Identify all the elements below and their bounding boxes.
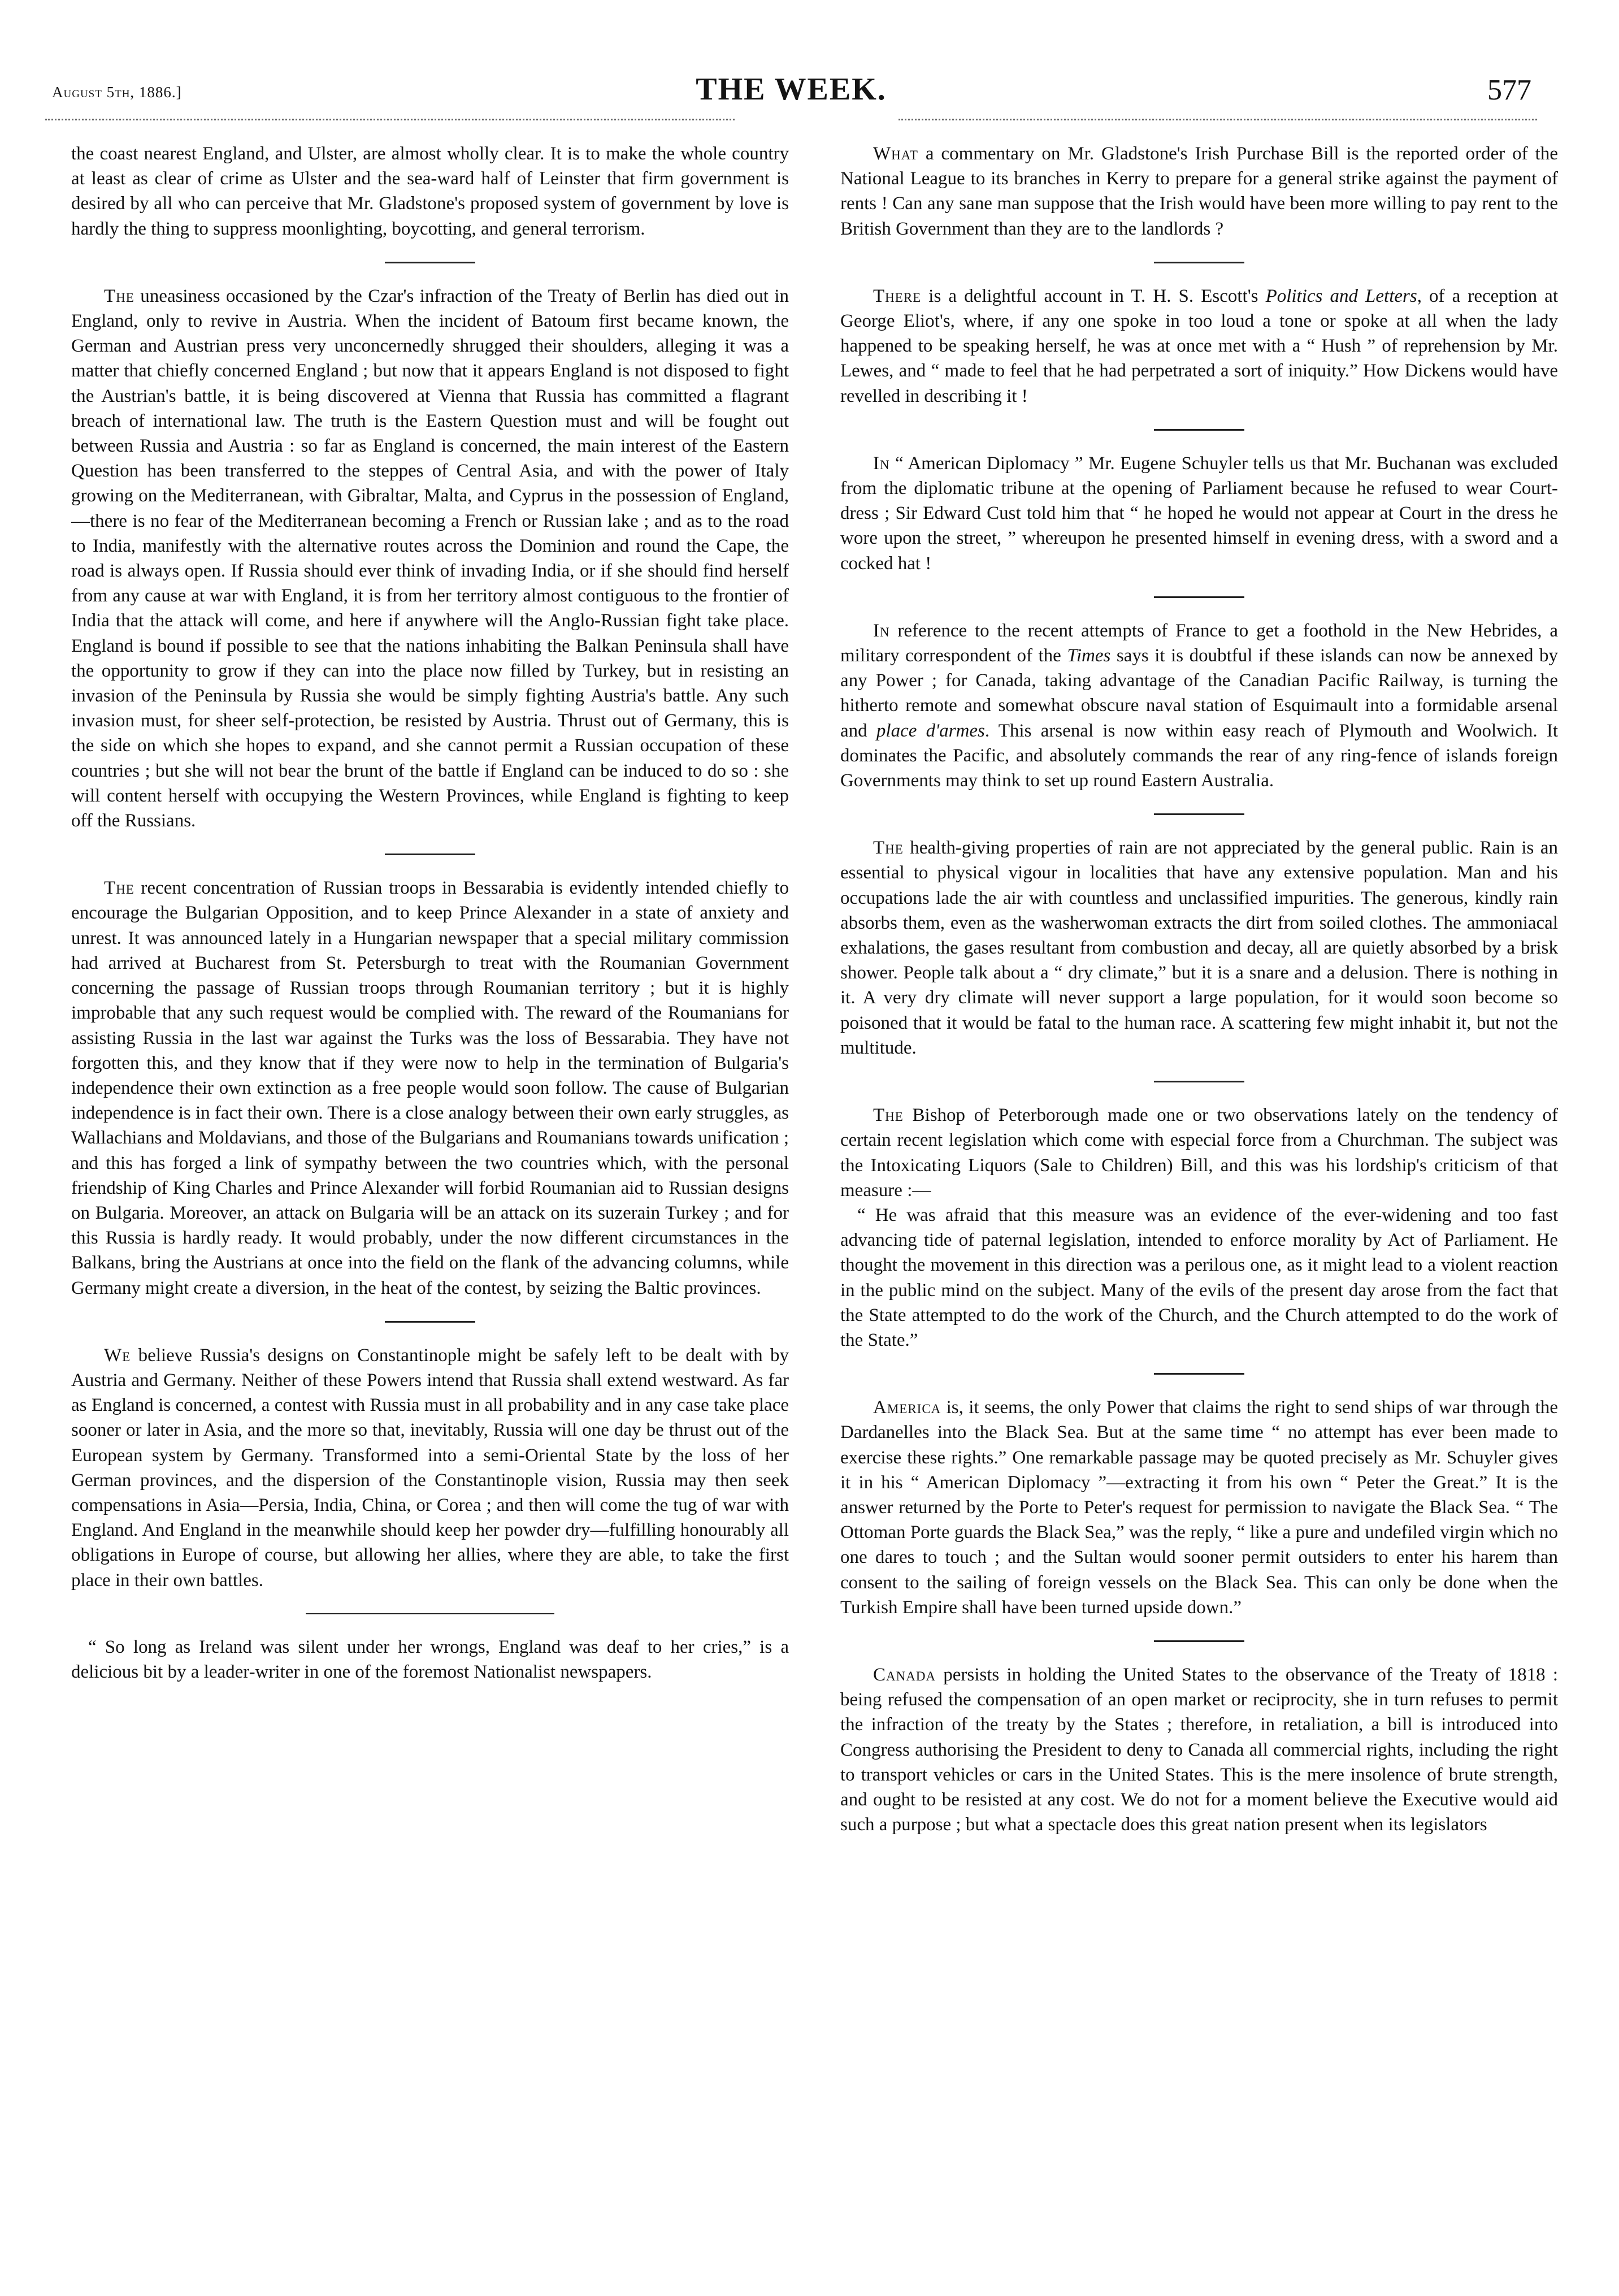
section-divider xyxy=(1154,813,1244,815)
issue-date: August 5th, 1886.] xyxy=(52,84,182,101)
section-divider xyxy=(385,1321,475,1323)
section-divider xyxy=(385,262,475,263)
article-new-hebrides xyxy=(840,618,1558,793)
right-column xyxy=(840,141,1558,2278)
bishop-quote: “ He was afraid that this measure was an evidence of the ever-widening and too fast advancing tide of paternal legislation, intended to enforce morality by Act of Parliament. He thought the movement in this direction was a perilous one, as it might lead to a violent reaction in the public mind on the subject. Many of the evils of the present day arose from the fact that the State attempted to do the work of the Church, and the Church attempted to do the work of the State.” xyxy=(840,1205,1558,1350)
article-bessarabia xyxy=(71,876,789,1300)
section-divider xyxy=(1154,596,1244,598)
article-body: Bishop of Peterborough made one or two observations lately on the tendency of certain recent legislation which come with especial force from a Churchman. The subject was the Intoxicating Liquors (Sale to Children) Bill, and this was his lordship's criticism of that measure :— xyxy=(840,1105,1558,1201)
section-divider xyxy=(1154,1640,1244,1642)
article-canada-treaty xyxy=(840,1662,1558,1837)
left-column xyxy=(71,141,789,2278)
article-rain xyxy=(840,835,1558,1060)
article-body: health-giving properties of rain are not appreciated by the general public. Rain is an essential to physical vigour in localities that have any extensive population. Man and his occupations lade the air with countless and unclassified impurities. The generous, kindly rain absorbs them, even as the washerwoman extracts the dirt from soiled clothes. The ammoniacal exhalations, the gases resultant from combustion and decay, all are quietly absorbed by a brisk shower. People talk about a “ dry climate,” but it is a snare and a delusion. There is nothing in it. A very dry climate will never support a large population, for it would soon become so poisoned that it would be fatal to the human race. A scattering few might inhabit it, but not the multitude. xyxy=(840,838,1558,1058)
lead-word: The xyxy=(104,878,134,899)
article-body: is a delightful account in T. H. S. Escott's xyxy=(921,285,1266,306)
article-constantinople xyxy=(71,1343,789,1593)
section-divider xyxy=(1154,429,1244,431)
lead-word: In xyxy=(873,620,890,641)
book-title: Politics and Letters xyxy=(1265,285,1417,306)
italic-phrase: place d'armes xyxy=(876,720,985,741)
publication-title: THE WEEK. xyxy=(696,72,887,107)
header-rule-right xyxy=(899,119,1537,120)
article-american-diplomacy xyxy=(840,451,1558,576)
article-ireland-quote: “ So long as Ireland was silent under her wrongs, England was deaf to her cries,” is a delicious bit by a leader-writer in one of the foremost Nationalist newspapers. xyxy=(71,1636,789,1682)
lead-word: The xyxy=(104,285,134,306)
lead-word: The xyxy=(873,838,904,859)
article-bishop-peterborough xyxy=(840,1103,1558,1203)
article-body: reference to the recent attempts of France to get a foothold in the New Hebrides, a military correspondent of the xyxy=(840,620,1558,666)
newspaper-title: Times xyxy=(1067,646,1111,666)
article-body: , of a reception at George Eliot's, where, if any one spoke in too loud a tone or spoke at all when the lady happened to be speaking herself, he was at once met with a “ Hush ” of reprehension by Mr. Lewes, and “ made to feel that he had perpetrated a sort of iniquity.” How Dickens would have revelled in describing it ! xyxy=(840,285,1558,406)
article-body: is, it seems, the only Power that claims the right to send ships of war through the Dardanelles into the Black Sea. But at the same time “ no attempt has ever been made to exercise these rights.” One remarkable passage may be quoted precisely as Mr. Schuyler gives it in his “ American Diplomacy ”—extracting it from his own “ Peter the Great.” It is the answer returned by the Porte to Peter's request for permission to navigate the Black Sea. “ The Ottoman Porte guards the Black Sea,” was the reply, “ like a pure and undefiled virgin which no one dares to touch ; and the Sultan would sooner permit outsiders to enter his harem than consent to the sailing of foreign vessels on the Black Sea. This can only be done when the Turkish Empire shall have been turned upside down.” xyxy=(840,1397,1558,1618)
article-body: says it is doubtful if these islands can now be annexed by any Power ; for Canada, taking advantage of the Canadian Pacific Railway, is turning the hitherto remote and somewhat obscure naval station of Esquimault into a formidable arsenal and xyxy=(840,646,1558,741)
section-divider xyxy=(385,854,475,855)
article-irish-purchase-bill xyxy=(840,141,1558,241)
article-dardanelles xyxy=(840,1395,1558,1620)
lead-word: What xyxy=(873,144,918,164)
section-divider xyxy=(306,1613,554,1614)
article-continuation: the coast nearest England, and Ulster, are almost wholly clear. It is to make the whole country at least as clear of crime as Ulster and the sea-ward half of Leinster that firm government is desired by all who can perceive that Mr. Gladstone's proposed system of government by love is hardly the thing to suppress moonlighting, boycotting, and general terrorism. xyxy=(71,144,789,239)
article-body: uneasiness occasioned by the Czar's infraction of the Treaty of Berlin has died out in England, only to revive in Austria. When the incident of Batoum first became known, the German and Austrian press very unconcernedly shrugged their shoulders, alleging it was a matter that chiefly concerned England ; but now that it appears England is not disposed to fight the Austrian's battle, it is being discovered at Vienna that Russia has committed a flagrant breach of international law. The truth is the Eastern Question must and will be fought out between Russia and Austria : so far as England is concerned, the main interest of the Eastern Question has been transferred to the steppes of Central Asia, and with the power of Italy growing on the Mediterranean, with Gibraltar, Malta, and Cyprus in the possession of England,—there is no fear of the Mediterranean becoming a French or Russian lake ; and as to the road to India, manifestly with the alternative routes across the Dominion and round the Cape, the road is always open. If Russia should ever think of invading India, or if she should find herself from any cause at war with England, it is from her territory almost contiguous to the frontier of India that the attack will come, and here if anywhere will the Anglo-Russian fight take place. England is bound if possible to see that the nations inhabiting the Balkan Peninsula shall have the opportunity to grow if they can into the place now filled by Turkey, but in resisting an invasion of the Peninsula by Russia she would be simply fighting Austria's battle. Any such invasion must, for sheer self-protection, be resisted by Austria. Thrust out of Germany, this is the side on which she hopes to expand, and she cannot permit a Russian occupation of these countries ; but she will not bear the brunt of the battle if England can be induced to do so : she will content herself with occupying the Western Provinces, while England is fighting to keep off the Russians. xyxy=(71,285,789,831)
article-body: persists in holding the United States to the observance of the Treaty of 1818 : being refused the compensation of an open market or reciprocity, she in turn refuses to permit the infraction of the treaty by the States ; therefore, in retaliation, a bill is introduced into Congress authorising the President to deny to Canada all commercial rights, including the right to transport vehicles or cars in the United States. This is the mere insolence of brute strength, and ought to be resisted at any cost. We do not for a moment believe the Executive would aid such a purpose ; but what a spectacle does this great nation present when its legislators xyxy=(840,1664,1558,1835)
article-body: believe Russia's designs on Constantinople might be safely left to be dealt with by Austria and Germany. Neither of these Powers intend that Russia shall extend westward. As far as England is concerned, a contest with Russia must in all probability and in any case take place sooner or later in Asia, and the more so that, inevitably, Russia will one day be thrust out of the European system by Germany. Transformed into a semi-Oriental State by the loss of her German provinces, and the dispersion of the Constantinople vision, Russia may then seek compensations in Asia—Persia, India, China, or Corea ; and then will come the tug of war with England. And England in the meanwhile should keep her powder dry—fulfilling honourably all obligations in Europe of course, but allowing her allies, where they are able, to take the first place in their own battles. xyxy=(71,1345,789,1591)
page-number: 577 xyxy=(1487,74,1531,106)
lead-word: Canada xyxy=(873,1664,936,1685)
lead-word: The xyxy=(873,1105,904,1126)
section-divider xyxy=(1154,1373,1244,1375)
lead-word: America xyxy=(873,1397,941,1418)
lead-word: We xyxy=(104,1345,131,1366)
lead-word: There xyxy=(873,285,922,306)
section-divider xyxy=(1154,262,1244,263)
article-george-eliot xyxy=(840,284,1558,409)
article-body: . This arsenal is now within easy reach of Plymouth and Woolwich. It dominates the Pacific, and absolutely commands the rear of any ring-fence of islands foreign Governments may think to set up round Eastern Australia. xyxy=(840,720,1558,791)
article-czar-treaty xyxy=(71,284,789,833)
article-body: recent concentration of Russian troops in Bessarabia is evidently intended chiefly to encourage the Bulgarian Opposition, and to keep Prince Alexander in a state of anxiety and unrest. It was announced lately in a Hungarian newspaper that a special military commission had arrived at Bucharest from St. Petersburgh to treat with the Roumanian Government concerning the passage of Russian troops through Roumanian territory ; but it is highly improbable that any such request would be complied with. The reward of the Roumanians for assisting Russia in the last war against the Turks was the loss of Bessarabia. They have not forgotten this, and they know that if they were now to help in the termination of Bulgaria's independence their own extinction as a free people would soon follow. The cause of Bulgarian independence is in fact their own. There is a close analogy between their own early struggles, as Wallachians and Moldavians, and those of the Bulgarians and Roumanians towards unification ; and this has forged a link of sympathy between the two countries which, with the personal friendship of King Charles and Prince Alexander will forbid Roumanian aid to Russian designs on Bulgaria. Moreover, an attack on Bulgaria will be an attack on its suzerain Turkey ; and for this Russia is hardly ready. It would probably, under the now different circumstances in the Balkans, bring the Austrians at once into the field on the flank of the advancing columns, while Germany might create a diversion, in the heat of the contest, by seizing the Baltic provinces. xyxy=(71,878,789,1298)
page-header xyxy=(45,67,1537,112)
lead-word: In xyxy=(873,453,890,474)
section-divider xyxy=(1154,1081,1244,1082)
article-body: “ American Diplomacy ” Mr. Eugene Schuyler tells us that Mr. Buchanan was excluded from the diplomatic tribune at the opening of Parliament because he refused to wear Court-dress ; Sir Edward Cust told him that “ he hoped he would not appear at Court in the dress he wore upon the street, ” whereupon he presented himself in evening dress, with a sword and a cocked hat ! xyxy=(840,453,1558,574)
article-body: a commentary on Mr. Gladstone's Irish Purchase Bill is the reported order of the National League to its branches in Kerry to prepare for a general strike against the payment of rents ! Can any sane man suppose that the Irish would have been more willing to pay rent to the British Government than they are to the landlords ? xyxy=(840,144,1558,239)
header-rule-left xyxy=(45,119,735,120)
